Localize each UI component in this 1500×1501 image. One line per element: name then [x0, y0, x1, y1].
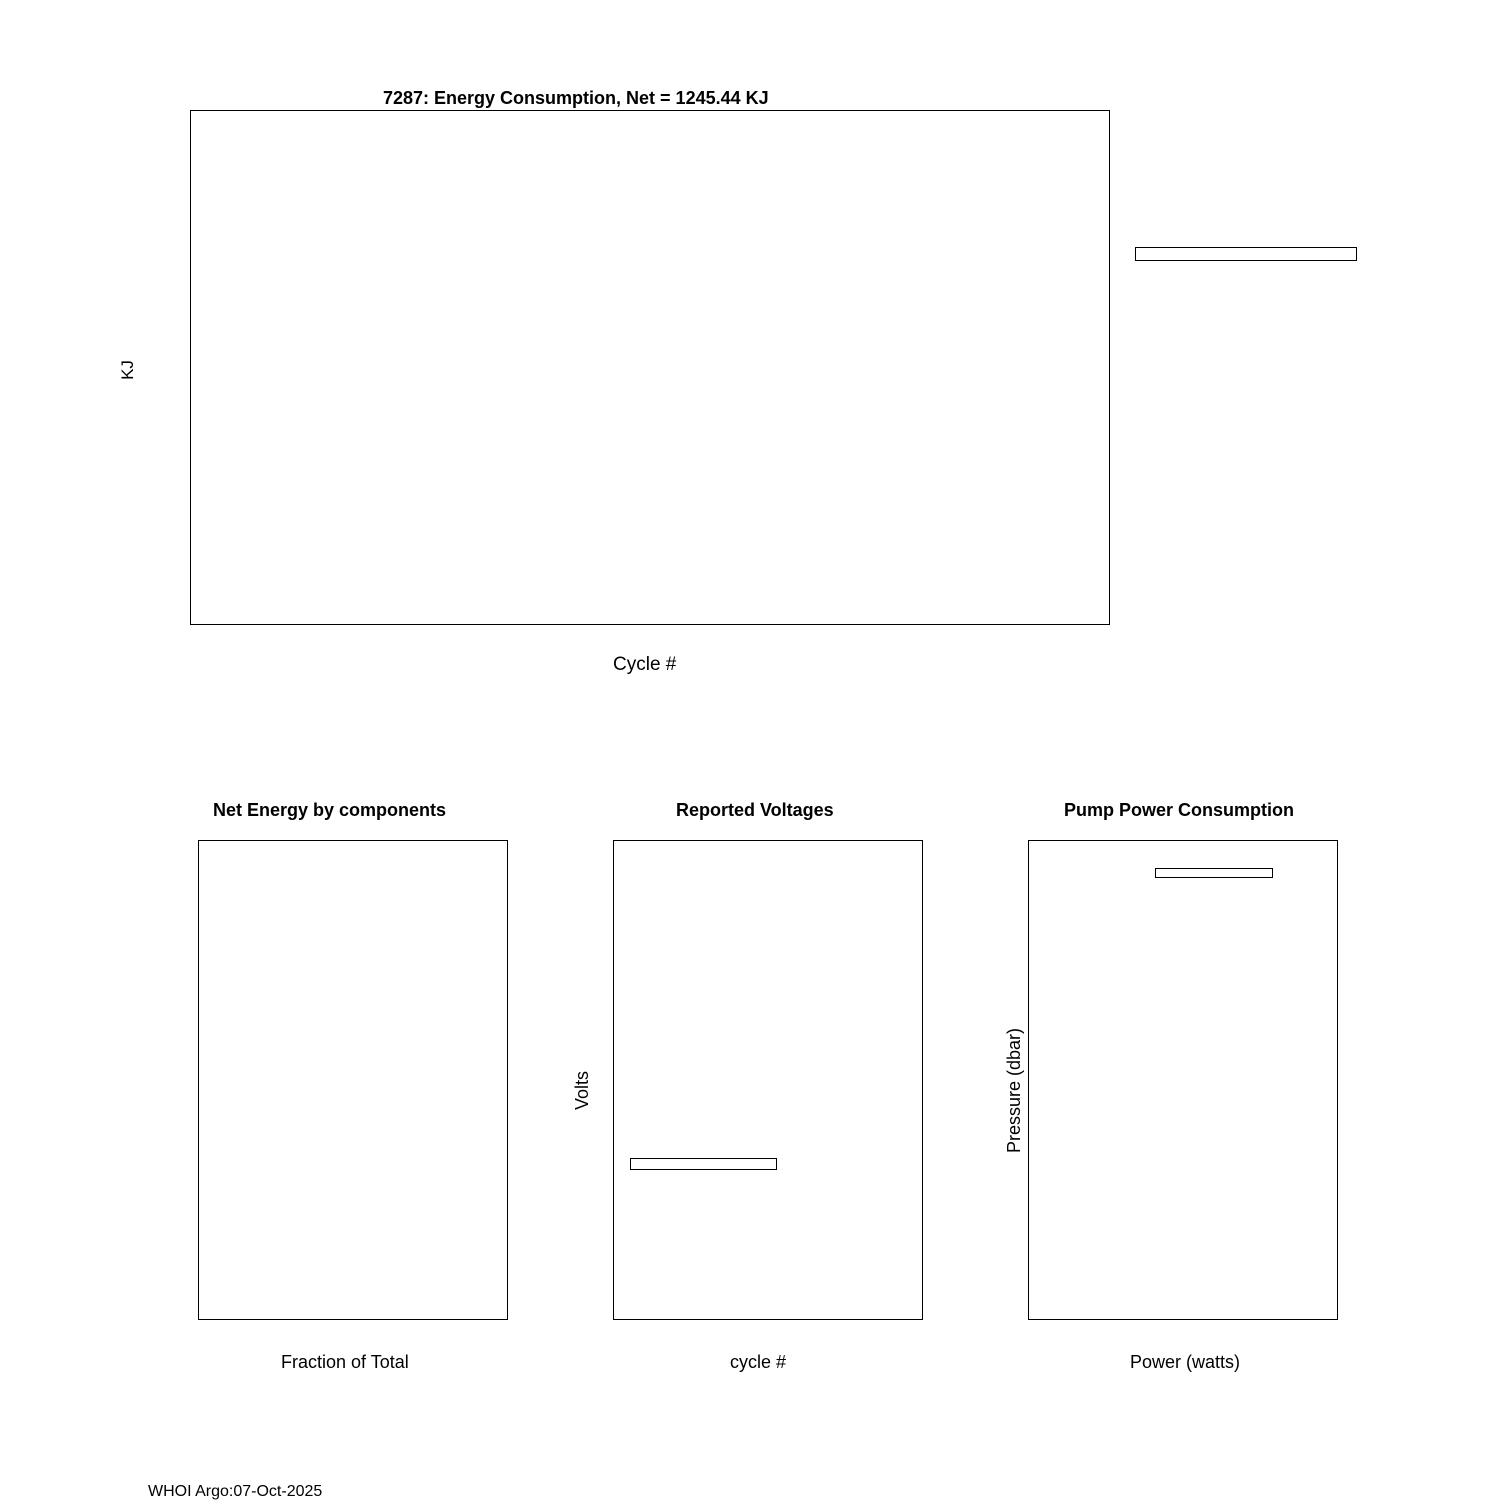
voltages-legend	[630, 1158, 777, 1170]
pump-power-plot	[1028, 840, 1338, 1320]
energy-consumption-plot	[190, 110, 1110, 625]
bl-title: Net Energy by components	[213, 800, 447, 820]
br-title: Pump Power Consumption	[1064, 800, 1295, 820]
reported-voltages-plot	[613, 840, 923, 1320]
bm-ylabel: Volts	[572, 1070, 593, 1111]
footer-text: WHOI Argo:07-Oct-2025	[148, 1483, 323, 1500]
top-chart-title: 7287: Energy Consumption, Net = 1245.44 KJ	[383, 88, 769, 108]
energy-legend	[1135, 247, 1357, 261]
br-xlabel: Power (watts)	[1130, 1352, 1241, 1372]
bl-xlabel: Fraction of Total	[281, 1352, 409, 1372]
br-ylabel: Pressure (dbar)	[1004, 1027, 1025, 1154]
top-chart-xlabel: Cycle #	[613, 654, 677, 675]
bm-xlabel: cycle #	[730, 1352, 787, 1372]
net-energy-plot	[198, 840, 508, 1320]
top-chart-ylabel: KJ	[117, 360, 137, 380]
cycle-legend	[1155, 868, 1273, 878]
bm-title: Reported Voltages	[676, 800, 834, 820]
